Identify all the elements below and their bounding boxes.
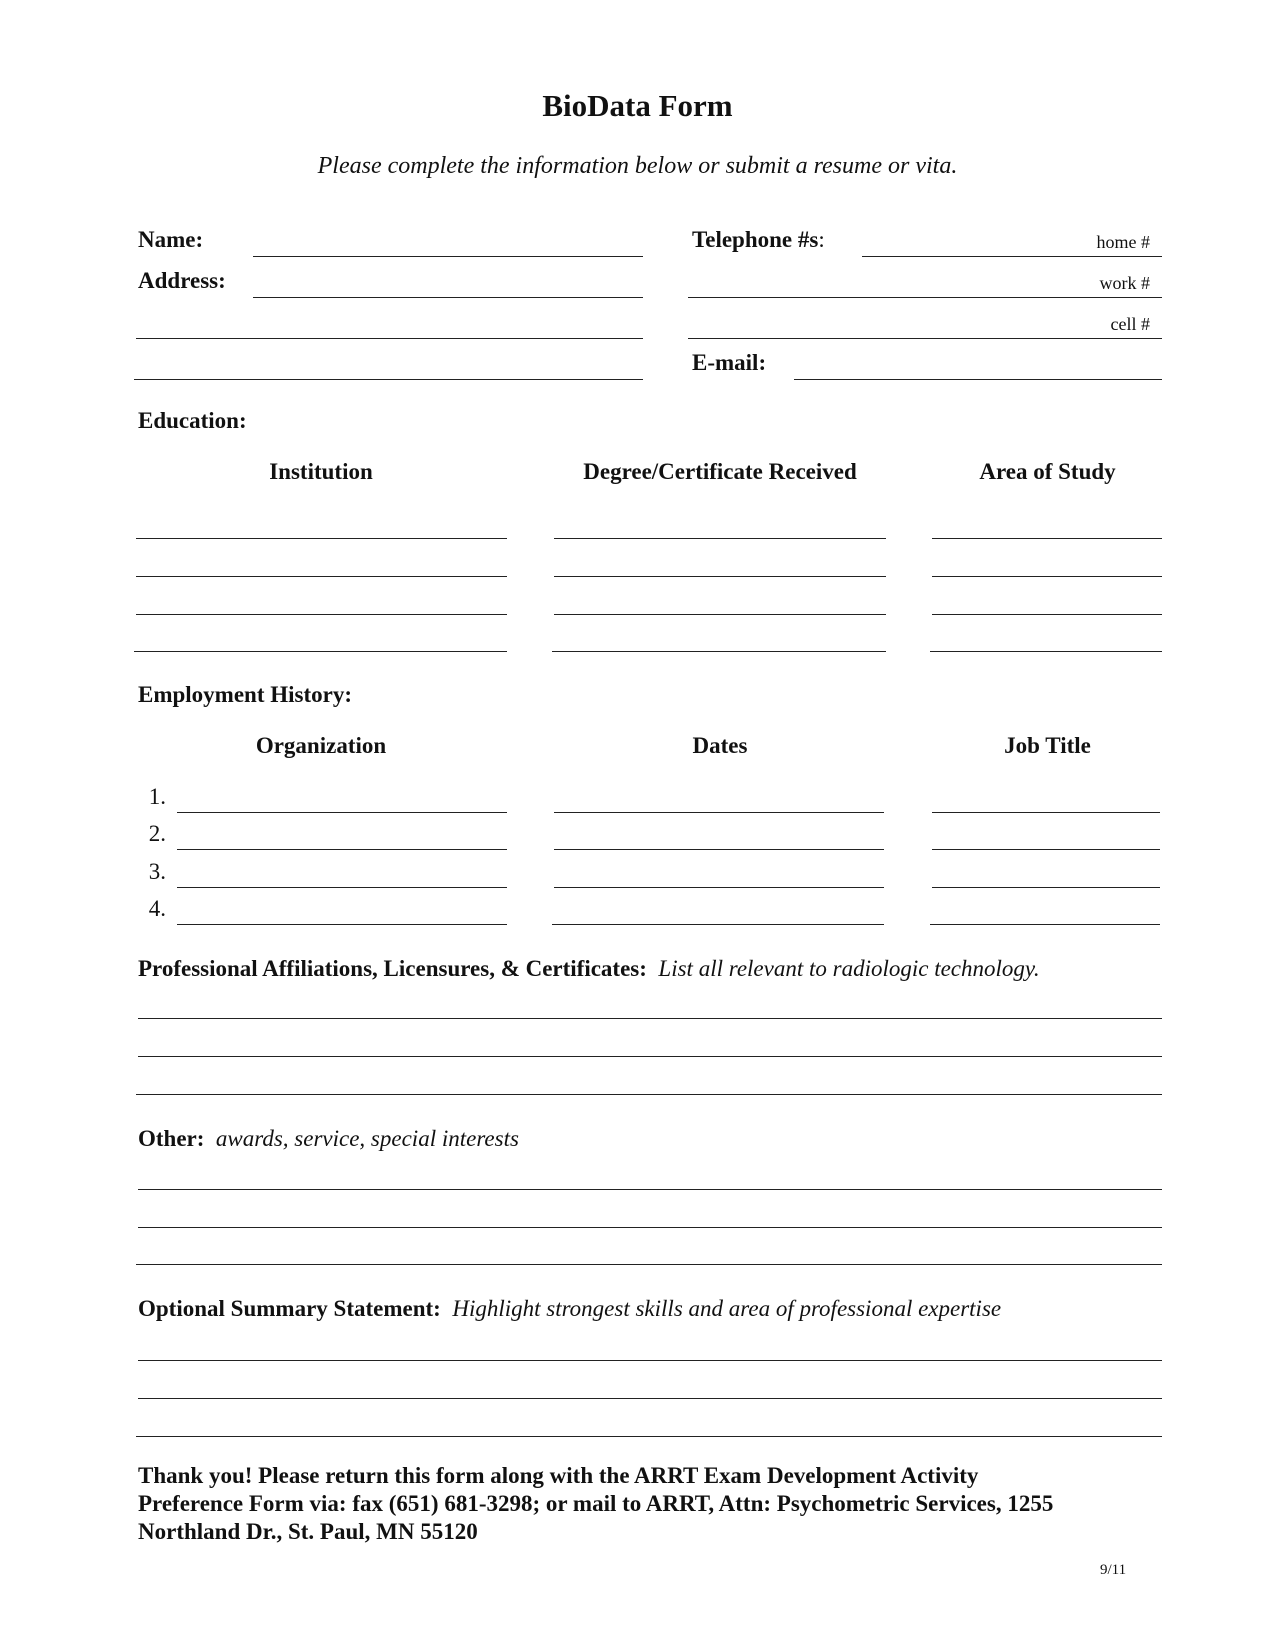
education-row-line[interactable]: [136, 576, 507, 577]
affiliations-heading-row: [138, 956, 1040, 982]
employment-col-job-title: Job Title: [1004, 733, 1091, 758]
education-row-line[interactable]: [552, 651, 886, 652]
employment-row-line[interactable]: [932, 849, 1160, 850]
education-row-line[interactable]: [932, 614, 1162, 615]
summary-input-line[interactable]: [136, 1436, 1162, 1437]
other-input-line[interactable]: [138, 1227, 1162, 1228]
employment-row-line[interactable]: [554, 849, 884, 850]
education-row-line[interactable]: [134, 651, 507, 652]
summary-heading-row: [138, 1296, 1001, 1322]
footer-line-3: Northland Dr., St. Paul, MN 55120: [138, 1519, 478, 1544]
employment-col-dates: Dates: [692, 733, 748, 758]
employment-row-line[interactable]: [932, 887, 1160, 888]
cell-phone-caption: cell #: [1110, 314, 1150, 334]
address-input-line-1[interactable]: [253, 297, 643, 298]
summary-hint: Highlight strongest skills and area of professional expertise: [452, 1296, 1002, 1321]
affiliations-hint: List all relevant to radiologic technology.: [658, 956, 1040, 981]
footer-instructions: [138, 1462, 1053, 1546]
affiliations-input-line[interactable]: [138, 1018, 1162, 1019]
name-input-line[interactable]: [253, 256, 643, 257]
employment-row-number: 4.: [148, 896, 166, 921]
education-col-degree: Degree/Certificate Received: [583, 459, 857, 484]
other-hint: awards, service, special interests: [215, 1126, 519, 1151]
telephone-label-text: Telephone #s: [692, 227, 819, 252]
employment-row-line[interactable]: [554, 887, 884, 888]
employment-row-number: 2.: [148, 821, 166, 846]
education-row-line[interactable]: [136, 538, 507, 539]
employment-row-line[interactable]: [177, 849, 507, 850]
education-row-line[interactable]: [554, 538, 886, 539]
employment-row-number: 1.: [148, 784, 166, 809]
education-row-line[interactable]: [932, 538, 1162, 539]
page-title: BioData Form: [542, 88, 733, 123]
education-row-line[interactable]: [930, 651, 1162, 652]
cell-phone-input-line[interactable]: [688, 338, 1162, 339]
summary-heading: Optional Summary Statement:: [138, 1296, 441, 1321]
summary-input-line[interactable]: [138, 1360, 1162, 1361]
education-row-line[interactable]: [932, 576, 1162, 577]
employment-row-line[interactable]: [930, 924, 1160, 925]
address-input-line-3[interactable]: [134, 379, 643, 380]
employment-row-line[interactable]: [177, 924, 507, 925]
affiliations-input-line[interactable]: [136, 1094, 1162, 1095]
telephone-label: [692, 227, 825, 253]
employment-row-line[interactable]: [177, 887, 507, 888]
summary-input-line[interactable]: [138, 1398, 1162, 1399]
employment-row-line[interactable]: [554, 812, 884, 813]
employment-row-line[interactable]: [552, 924, 884, 925]
employment-heading: Employment History:: [138, 682, 353, 707]
education-row-line[interactable]: [136, 614, 507, 615]
other-heading: Other:: [138, 1126, 205, 1151]
other-input-line[interactable]: [136, 1264, 1162, 1265]
email-input-line[interactable]: [794, 379, 1162, 380]
employment-row-line[interactable]: [177, 812, 507, 813]
name-label: Name:: [138, 227, 204, 252]
telephone-label-colon: :: [818, 227, 825, 252]
footer-line-2: Preference Form via: fax (651) 681-3298; or mail to ARRT, Attn: Psychometric Services, 1255: [138, 1491, 1054, 1516]
affiliations-input-line[interactable]: [138, 1056, 1162, 1057]
other-input-line[interactable]: [138, 1189, 1162, 1190]
page-subtitle: Please complete the information below or submit a resume or vita.: [317, 153, 958, 179]
work-phone-caption: work #: [1099, 273, 1150, 293]
education-col-institution: Institution: [269, 459, 373, 484]
footer-line-1: Thank you! Please return this form along with the ARRT Exam Development Activity: [138, 1463, 979, 1488]
address-input-line-2[interactable]: [136, 338, 643, 339]
education-row-line[interactable]: [554, 576, 886, 577]
employment-col-organization: Organization: [255, 733, 387, 758]
home-phone-input-line[interactable]: [862, 256, 1162, 257]
affiliations-heading: Professional Affiliations, Licensures, & Certificates:: [138, 956, 647, 981]
education-col-area: Area of Study: [979, 459, 1116, 484]
address-label: Address:: [138, 268, 226, 293]
employment-row-line[interactable]: [932, 812, 1160, 813]
employment-row-number: 3.: [148, 859, 166, 884]
home-phone-caption: home #: [1096, 232, 1150, 252]
education-heading: Education:: [138, 408, 247, 433]
email-label: E-mail:: [692, 350, 767, 375]
education-row-line[interactable]: [554, 614, 886, 615]
page-code: 9/11: [1100, 1562, 1127, 1578]
work-phone-input-line[interactable]: [688, 297, 1162, 298]
other-heading-row: [138, 1126, 519, 1152]
